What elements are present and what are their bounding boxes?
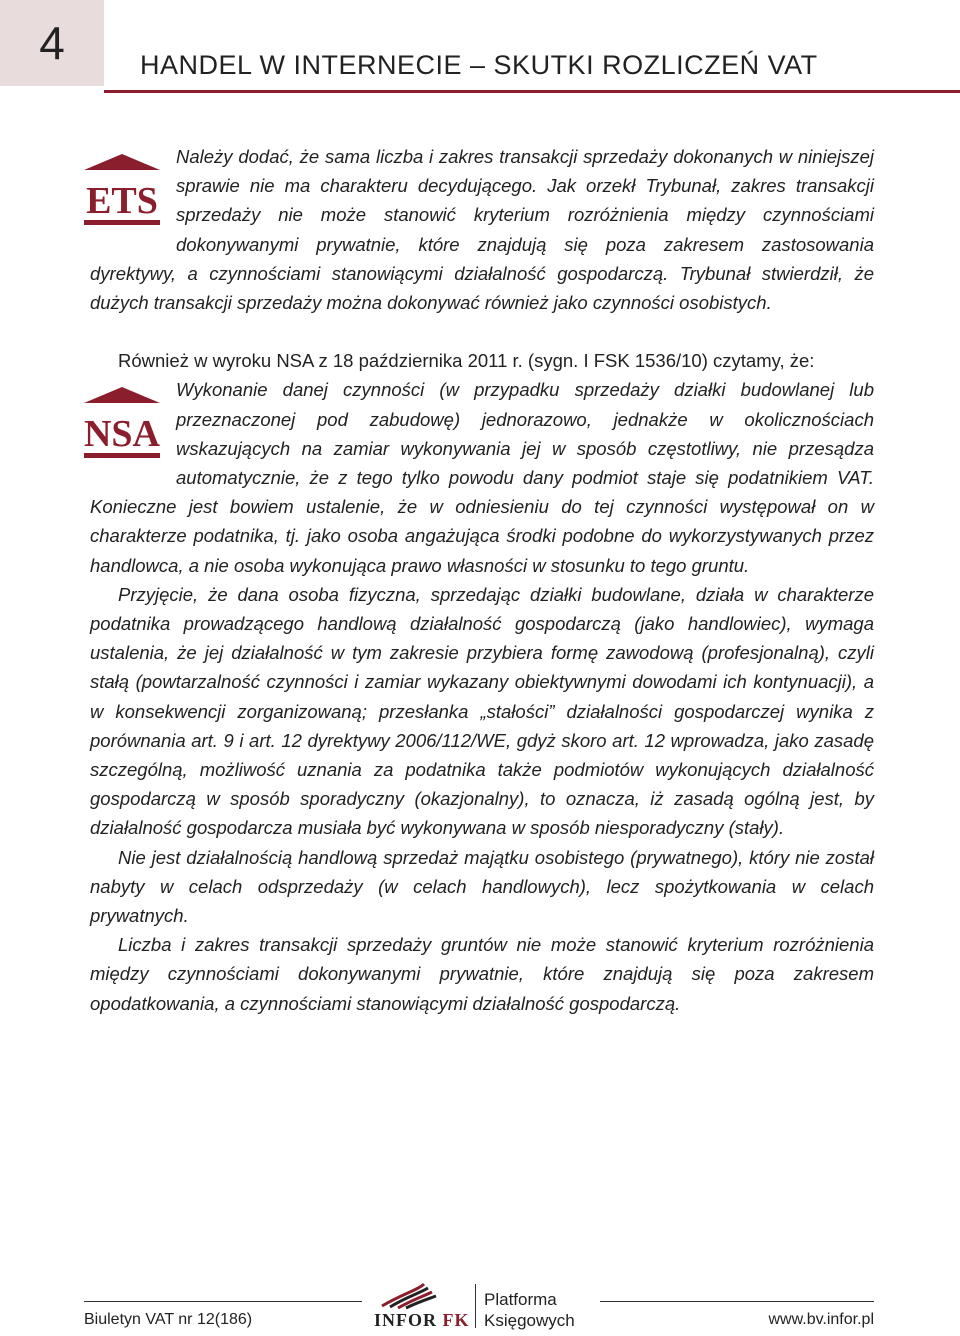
footer-rule-right [600,1301,874,1302]
quote-nsa-1: Wykonanie danej czynności (w przypadku sprzedaży działki budowlanej lub przeznaczonej pod zabudowę) jednorazowo, jednakże w okolicznościach wskazujących na zamiar wykonywania jej w sposób częstotliwy, nie przesądza automatycznie, że z tego tylko powodu dany podmiot staje się podatnikiem VAT. Konieczne jest bowiem ustalenie, że w odniesieniu do tej czynności występował on w charakterze podatnika, tj. jako osoba angażująca środki podobne do wykorzystywanych przez handlowca, a nie osoba wykonująca prawo własności w stosunku to tego gruntu. [90,379,874,576]
quote-nsa-4: Liczba i zakres transakcji sprzedaży gruntów nie może stanowić kryterium rozróżnienia między czynnościami dokonywanymi prywatnie, które znajdują się poza zakresem opodatkowania, a czynnościami stanowiącymi działalność gospodarczą. [90,934,874,1014]
footer-url[interactable]: www.bv.infor.pl [768,1311,874,1328]
logo-wordmark: INFOR FK [374,1310,470,1330]
footer-rule-left [84,1301,362,1302]
ets-badge [82,146,162,230]
chapter-number-box [0,0,104,86]
chapter-number: 4 [39,17,65,69]
court-roof-icon [82,379,162,463]
nsa-badge [82,379,162,463]
logo-line-2: Księgowych [484,1311,575,1330]
logo-divider [475,1284,476,1328]
quote-ets: Należy dodać, że sama liczba i zakres transakcji sprzedaży dokonanych w niniejszej sprawie nie ma charakteru decydującego. Jak orzekł Trybunał, zakres transakcji sprzedaży nie może stanowić kryterium rozróżnienia między czynnościami dokonywanymi prywatnie, które znajdują się poza zakresem zastosowania dyrektywy, a czynnościami stanowiącymi działalność gospodarczą. Trybunał stwierdził, że dużych transakcji sprzedaży można dokonywać również jako czynności osobistych. [90,146,874,314]
header-divider [104,90,960,93]
page-title: HANDEL W INTERNECIE – SKUTKI ROZLICZEŃ VAT [140,50,818,80]
nsa-badge-label: NSA [83,413,161,456]
paragraph-nsa-intro: Również w wyroku NSA z 18 października 2011 r. (sygn. I FSK 1536/10) czytamy, że: [118,350,815,372]
quote-nsa-2: Przyjęcie, że dana osoba fizyczna, sprzedając działki budowlane, działa w charakterze podatnika prowadzącego handlową działalność gospodarczą (jako handlowiec), wymaga ustalenia, że jej działalność w tym zakresie przybiera formę zawodową (profesjonalną), czyli stałą (powtarzalność czynności i zamiar wykazany obiektywnymi dowodami ich kontynuacji), a w konsekwencji zorganizowaną; przesłanka „stałości” działalności gospodarczej wynika z porównania art. 9 i art. 12 dyrektywy 2006/112/WE, gdyż skoro art. 12 wprowadza, jako zasadę szczególną, możliwość uznania za podatnika także podmiotów wykonujących działalność gospodarczą w sposób sporadyczny (okazjonalny), to oznacza, iż zasadą ogólną jest, by działalność gospodarcza musiała być wykonywana w sposób niesporadyczny (stały). [90,583,874,839]
infor-fk-logo [372,1280,575,1330]
document-body [83,142,874,1018]
logo-line-1: Platforma [484,1290,557,1309]
ets-badge-label: ETS [86,180,158,222]
court-roof-icon [82,146,162,230]
footer-issue: Biuletyn VAT nr 12(186) [84,1311,253,1328]
book-pages-icon [372,1280,472,1310]
quote-nsa-3: Nie jest działalnością handlową sprzedaż majątku osobistego (prywatnego), który nie został nabyty w celach odsprzedaży (w celach handlowych), lecz spożytkowania w celach prywatnych. [90,846,874,927]
